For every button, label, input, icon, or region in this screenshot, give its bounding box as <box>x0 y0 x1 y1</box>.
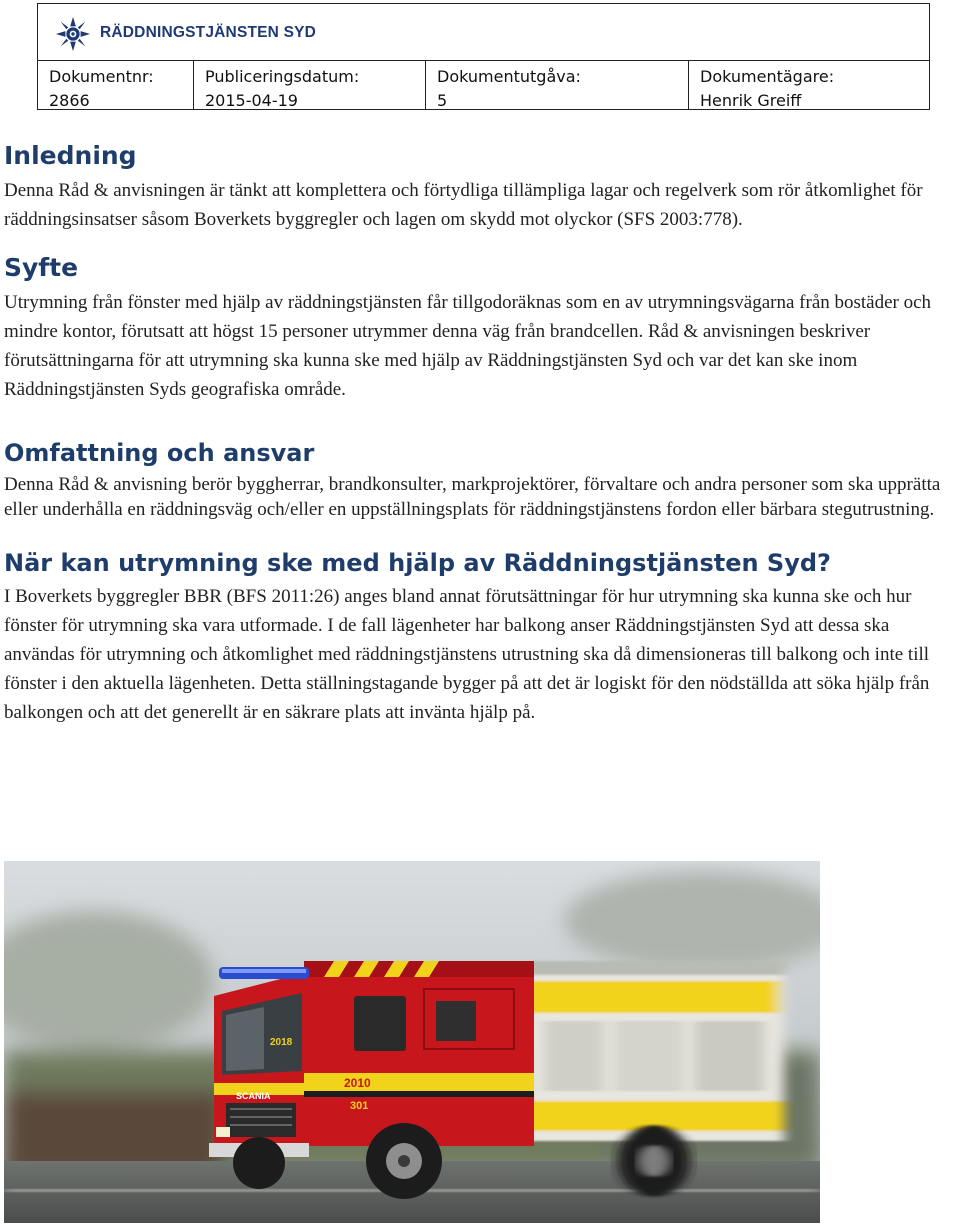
section-title-nar-kan-utrymning: När kan utrymning ske med hjälp av Räddningstjänsten Syd? <box>4 549 831 577</box>
meta-label: Publiceringsdatum: <box>205 67 360 86</box>
fire-truck-photo <box>4 861 820 1223</box>
section-body-omfattning: Denna Råd & anvisning berör byggherrar, brandkonsulter, markprojektörer, förvaltare och andra personer som ska upprätta eller underhålla en räddningsväg och/eller en uppställningsplats för räddningstjänstens fordon eller bärbara stegutrustning. <box>4 474 941 520</box>
truck-side-number: 2010 <box>344 1076 371 1090</box>
meta-label: Dokumentägare: <box>700 67 835 86</box>
meta-value: 2015-04-19 <box>205 91 298 110</box>
logo-row <box>38 4 929 61</box>
meta-label: Dokumentutgåva: <box>437 67 581 86</box>
section-body-syfte: Utrymning från fönster med hjälp av räddningstjänsten får tillgodoräknas som en av utrymningsvägarna från bostäder och mindre kontor, förutsatt att högst 15 personer utrymmer denna väg från brandcellen. Råd & anvisningen beskriver förutsättningarna för att utrymning ska kunna ske med hjälp av Räddningstjänsten Syd och var det kan ske inom Räddningstjänsten Syds geografiska område. <box>4 292 932 400</box>
section-title-omfattning: Omfattning och ansvar <box>4 439 315 467</box>
rescue-service-emblem-icon <box>54 15 92 53</box>
meta-value: Henrik Greiff <box>700 91 802 110</box>
truck-unit-number: 301 <box>350 1100 369 1112</box>
section-body-inledning: Denna Råd & anvisningen är tänkt att komplettera och förtydliga tillämpliga lagar och regelverk som rör åtkomlighet för räddningsinsatser såsom Boverkets byggregler och lagen om skydd mot olyckor (SFS 2003:778). <box>4 180 923 230</box>
meta-label: Dokumentnr: <box>49 67 154 86</box>
section-title-syfte: Syfte <box>4 253 79 282</box>
truck-cab-number: 2018 <box>270 1037 293 1048</box>
section-body-nar-kan-utrymning: I Boverkets byggregler BBR (BFS 2011:26) anges bland annat förutsättningar för hur utrymning ska kunna ske och hur fönster för utrymning ska vara utformade. I de fall lägenheter har balkong anser Räddningstjänsten Syd att dessa ska användas för utrymning och åtkomlighet med räddningstjänstens utrustning ska då dimensioneras till balkong och inte till fönster i den aktuella lägenheten. Detta ställningstagande bygger på att det är logiskt för den nödställda att söka hjälp från balkongen och att det generellt är en säkrare plats att invänta hjälp på. <box>4 586 930 723</box>
meta-document-edition <box>425 61 688 110</box>
document-header <box>37 3 930 110</box>
meta-document-owner <box>688 61 931 110</box>
logo-text: RÄDDNINGSTJÄNSTEN SYD <box>100 24 317 41</box>
meta-value: 5 <box>437 91 448 110</box>
section-title-inledning: Inledning <box>4 141 137 170</box>
document-meta-row <box>38 61 929 110</box>
fire-truck-illustration <box>4 861 820 1223</box>
truck-brand-text: SCANIA <box>236 1091 271 1101</box>
meta-document-number <box>38 61 193 110</box>
meta-value: 2866 <box>49 91 90 110</box>
meta-publish-date <box>193 61 425 110</box>
document-body <box>4 136 960 727</box>
